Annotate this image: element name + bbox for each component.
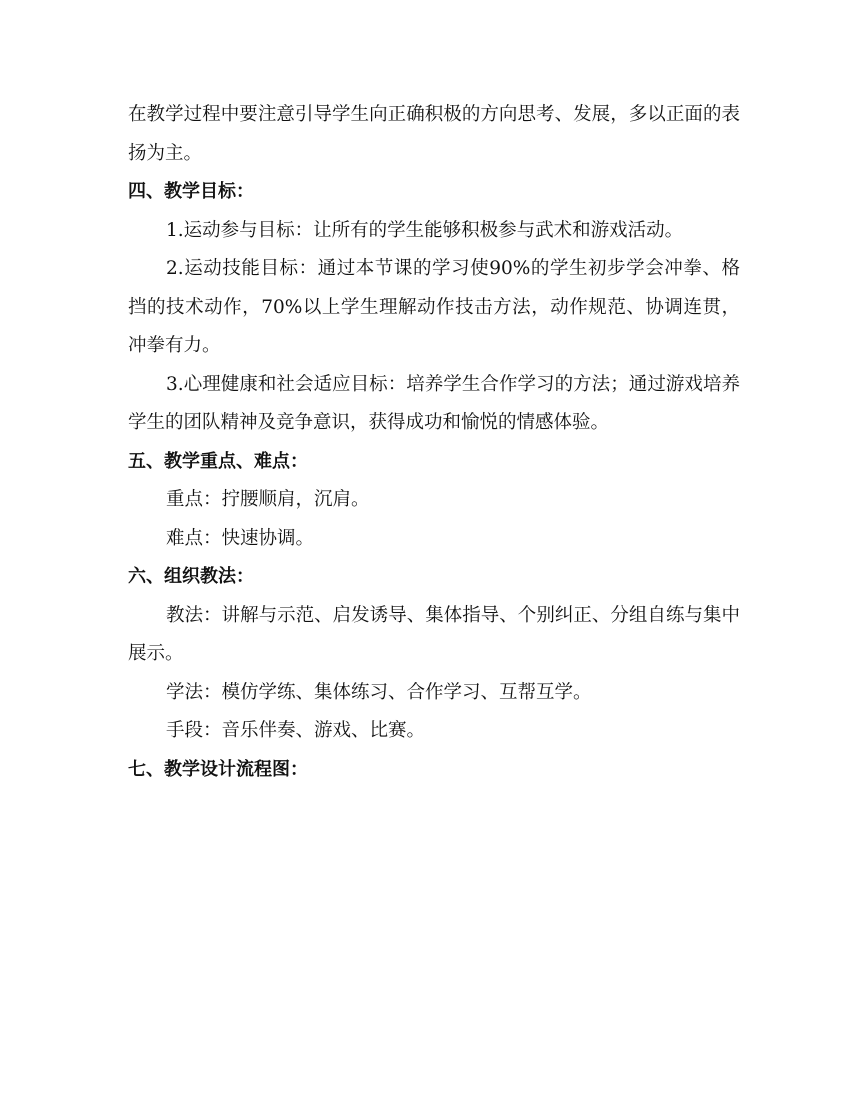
section-heading-teaching-methods: 六、组织教法： [128, 566, 254, 587]
teaching-means: 手段：音乐伴奏、游戏、比赛。 [166, 720, 426, 741]
objective-skills: 2.运动技能目标：通过本节课的学习使90%的学生初步学会冲拳、格挡的技术动作，70%以上学生理解动作技击方法，动作规范、协调连贯，冲拳有力。 [128, 258, 740, 356]
teaching-method: 教法：讲解与示范、启发诱导、集体指导、个别纠正、分组自练与集中展示。 [128, 604, 740, 664]
difficult-point: 难点：快速协调。 [166, 527, 315, 549]
key-point: 重点：拧腰顺肩，沉肩。 [166, 489, 370, 510]
continuation-paragraph: 在教学过程中要注意引导学生向正确积极的方向思考、发展，多以正面的表扬为主。 [128, 104, 740, 164]
objective-mental-health: 3.心理健康和社会适应目标：培养学生合作学习的方法；通过游戏培养学生的团队精神及竞争意识，获得成功和愉悦的情感体验。 [128, 373, 740, 433]
section-heading-key-points: 五、教学重点、难点： [128, 450, 308, 472]
learning-method: 学法：模仿学练、集体练习、合作学习、互帮互学。 [166, 681, 592, 703]
objective-participation: 1.运动参与目标：让所有的学生能够积极参与武术和游戏活动。 [166, 219, 684, 241]
document-body [128, 96, 740, 789]
section-heading-flowchart: 七、教学设计流程图： [128, 758, 308, 780]
section-heading-teaching-objectives: 四、教学目标： [128, 181, 254, 202]
